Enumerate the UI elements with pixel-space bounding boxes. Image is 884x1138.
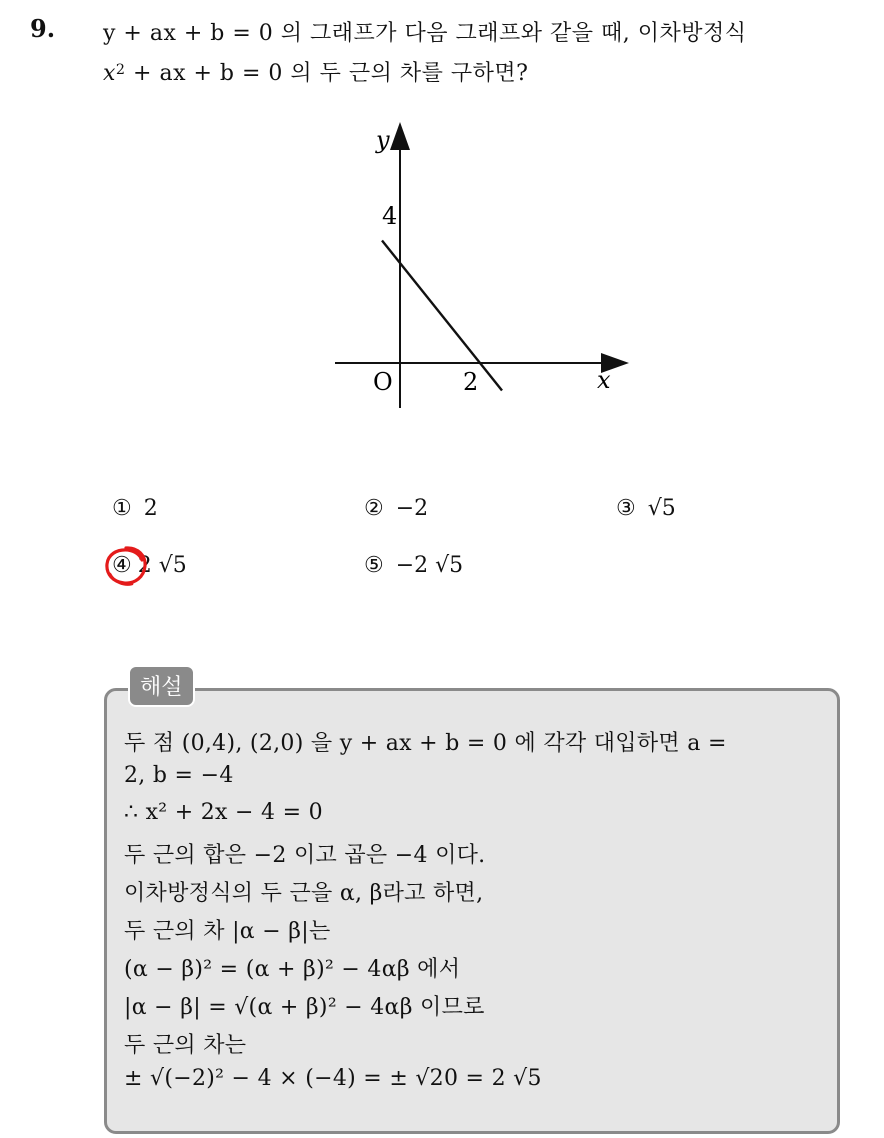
choice-4-text: 2 √5 [137,553,187,578]
choice-3-marker: ③ [616,496,636,521]
solution-line-10: ± √(−2)² − 4 × (−4) = ± √20 = 2 √5 [124,1066,542,1091]
solution-line-8: |α − β| = √(α + β)² − 4αβ 이므로 [124,995,485,1020]
x-intercept-label: 2 [463,368,479,396]
solution-tag: 해설 [128,665,195,707]
choice-3[interactable] [616,496,676,521]
solution-line-7: (α − β)² = (α + β)² − 4αβ 에서 [124,957,461,982]
solution-line-5: 이차방정식의 두 근을 α, β라고 하면, [124,881,484,906]
choice-5-marker: ⑤ [364,553,384,578]
choice-4-marker: ④ [112,553,132,578]
origin-label: O [373,368,393,396]
choice-2[interactable] [364,496,428,521]
question-line2-variable: x [103,61,116,86]
choice-2-marker: ② [364,496,384,521]
x-axis-label: x [597,366,611,394]
choice-5[interactable] [364,553,463,578]
y-intercept-label: 4 [382,202,398,230]
y-axis-label: y [376,126,390,154]
solution-line-6: 두 근의 차 |α − β|는 [124,919,331,944]
question-line2-rest: + ax + b = 0 의 두 근의 차를 구하면? [125,61,529,86]
choice-5-text: −2 √5 [395,553,464,578]
solution-line-3: ∴ x² + 2x − 4 = 0 [124,800,323,825]
answer-circle-mark [102,544,150,588]
choice-1-text: 2 [143,496,158,521]
choice-1[interactable] [112,496,158,521]
question-line2-exponent: 2 [115,61,126,78]
solution-line-2: 2, b = −4 [124,763,234,788]
solution-line-9: 두 근의 차는 [124,1033,247,1058]
choice-1-marker: ① [112,496,132,521]
question-text-line2 [103,56,528,87]
choice-3-text: √5 [647,496,676,521]
question-text-line1: y + ax + b = 0 의 그래프가 다음 그래프와 같을 때, 이차방정식 [103,21,747,46]
question-number: 9. [30,14,56,43]
choice-2-text: −2 [395,496,429,521]
solution-line-1: 두 점 (0,4), (2,0) 을 y + ax + b = 0 에 각각 대입하면 a = [124,731,727,756]
coordinate-graph [330,118,640,418]
solution-line-4: 두 근의 합은 −2 이고 곱은 −4 이다. [124,843,486,868]
